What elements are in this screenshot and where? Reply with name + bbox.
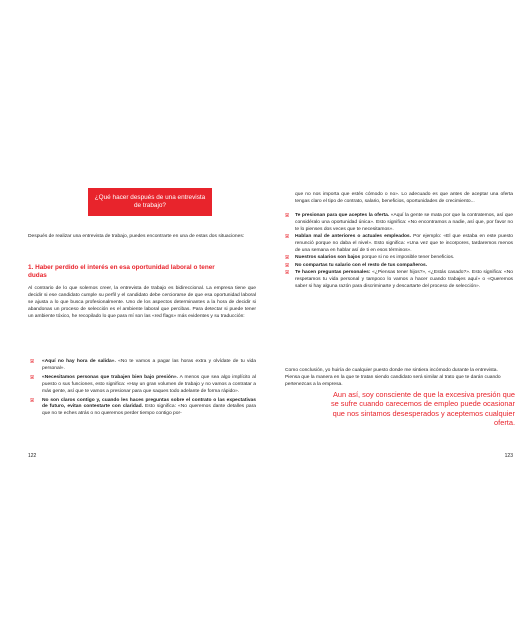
list-item-bold: No compartas tu salario con el resto de tus compañeros. — [295, 262, 428, 268]
page-number: 122 — [28, 453, 37, 459]
bullet-marker-icon: ꕤ — [30, 359, 35, 365]
bullet-marker-icon: ꕤ — [285, 262, 290, 269]
list-item — [285, 270, 513, 291]
list-item — [285, 234, 513, 255]
list-item — [285, 255, 513, 262]
heading-box — [88, 188, 212, 216]
list-item-text: A menos que sea algo implícito al puesto o sus funciones, esto significa: «Hay un gran volumen de trabajo y no vamos a contratar a más gente, así que te vamos a presionar para que saques todo adelante de forma rápido». — [42, 374, 256, 394]
list-item — [28, 375, 256, 396]
list-item-bold: «Necesitamos personas que trabajen bien bajo presión». — [42, 374, 178, 380]
heading-box-text: ¿Qué hacer después de una entrevista de trabajo? — [94, 194, 206, 209]
section-title: 1. Haber perdido el interés en esa oportunidad laboral o tener dudas — [28, 264, 215, 279]
right-page — [285, 180, 515, 470]
bullet-marker-icon: ꕤ — [285, 213, 290, 219]
list-item-text: «Aquí la gente se mata por que la contratemos, así que considéralo una oportunidad única». Esto significa: «No encontramos a nadie, así que, por favor no te lo pienses dos veces que te necesitamos». — [295, 213, 513, 232]
bullet-marker-icon: ꕤ — [30, 397, 35, 404]
bullet-marker-icon: ꕤ — [285, 255, 290, 262]
list-item-bold: «Aquí no hay hora de salida». — [42, 359, 116, 364]
continuation-text: que no nos importa que estés cómodo o no». Lo adecuado es que antes de aceptar una oferta tengas claro el tipo de contrato, salario, beneficios, oportunidades de crecimiento... — [295, 192, 513, 204]
list-item — [28, 359, 256, 373]
pull-quote: Aun así, soy consciente de que la excesiva presión que se sufre cuando carecemos de empleo puede ocasionar que nos sintamos desesperados y aceptemos cualquier oferta. — [330, 390, 515, 428]
intro-text: Después de realizar una entrevista de trabajo, puedes encontrarte en una de estas dos situaciones: — [28, 234, 245, 239]
list-item-text: Por ejemplo: «El que estaba en este puesto renunció porque no daba el nivel». Esto significa: «Una vez que te incorpores, tardaremos menos de una semana en hablar así de ti en esos términos». — [295, 234, 513, 254]
list-item-bold: Te hacen preguntas personales: — [295, 270, 371, 276]
list-item — [28, 398, 256, 419]
list-item-text: Esto significa: «No queremos dante detalles para que no te eches atrás o no queremos perder tiempo contigo por- — [42, 404, 256, 417]
list-item — [285, 213, 513, 234]
bullet-marker-icon: ꕤ — [30, 374, 35, 381]
red-flags-list — [28, 359, 256, 420]
list-item-bold: Nuestros salarios son bajos — [295, 255, 361, 261]
list-item-bold: Te presionan para que aceptes la oferta. — [295, 213, 390, 218]
list-item-text: «No te vamos a pagar las horas extra y olvídate de tu vida personal». — [42, 359, 256, 371]
list-item-bold: No son claros contigo y, cuando les haces preguntas sobre el contrato o las expectativas de futuro, evitan contestarte con claridad. — [42, 397, 256, 410]
list-item-text: porque si no es imposible tener beneficios. — [360, 255, 455, 261]
bullet-marker-icon: ꕤ — [285, 270, 290, 277]
list-item — [285, 263, 513, 270]
list-item-bold: Hablan mal de anteriores o actuales empleados. — [295, 234, 412, 240]
list-item-text: «¿Piensas tener hijos?», «¿Estás casado?». Esto significa: «No respetamos tu vida personal y tampoco lo vamos a hacer cuando trabajes aquí» o «Queremos saber si hay alguna razón para discriminarte y descartarte del proceso de selección». — [295, 270, 513, 290]
conclusion-text: Como conclusión, yo huiría de cualquier puesto donde me sintiera incómodo durante la entrevista. Piensa que la manera en la que te tratan siendo candidato será similar al trato que te darán cuando pertenezcas a la empresa. — [285, 368, 501, 387]
left-page — [28, 180, 258, 470]
red-flags-list-continued — [285, 213, 513, 291]
bullet-marker-icon: ꕤ — [285, 234, 290, 241]
body-paragraph: Al contrario de lo que solemos creer, la entrevista de trabajo es bidireccional. La empresa tiene que decidir si ese candidato cumple su perfil y el candidato debe cerciorarse de que esa oportunidad laboral se ajusta a lo que busca profesionalmente. Uno de los aspectos determinantes a la hora de decidir si abandonas un proceso de selección es el ambiente laboral que percibas. Para detectar si puede tener un ambiente tóxico, he recopilado lo que para mí son las «red flags» más evidentes y su traducción: — [28, 286, 256, 319]
page-number: 123 — [504, 453, 513, 459]
